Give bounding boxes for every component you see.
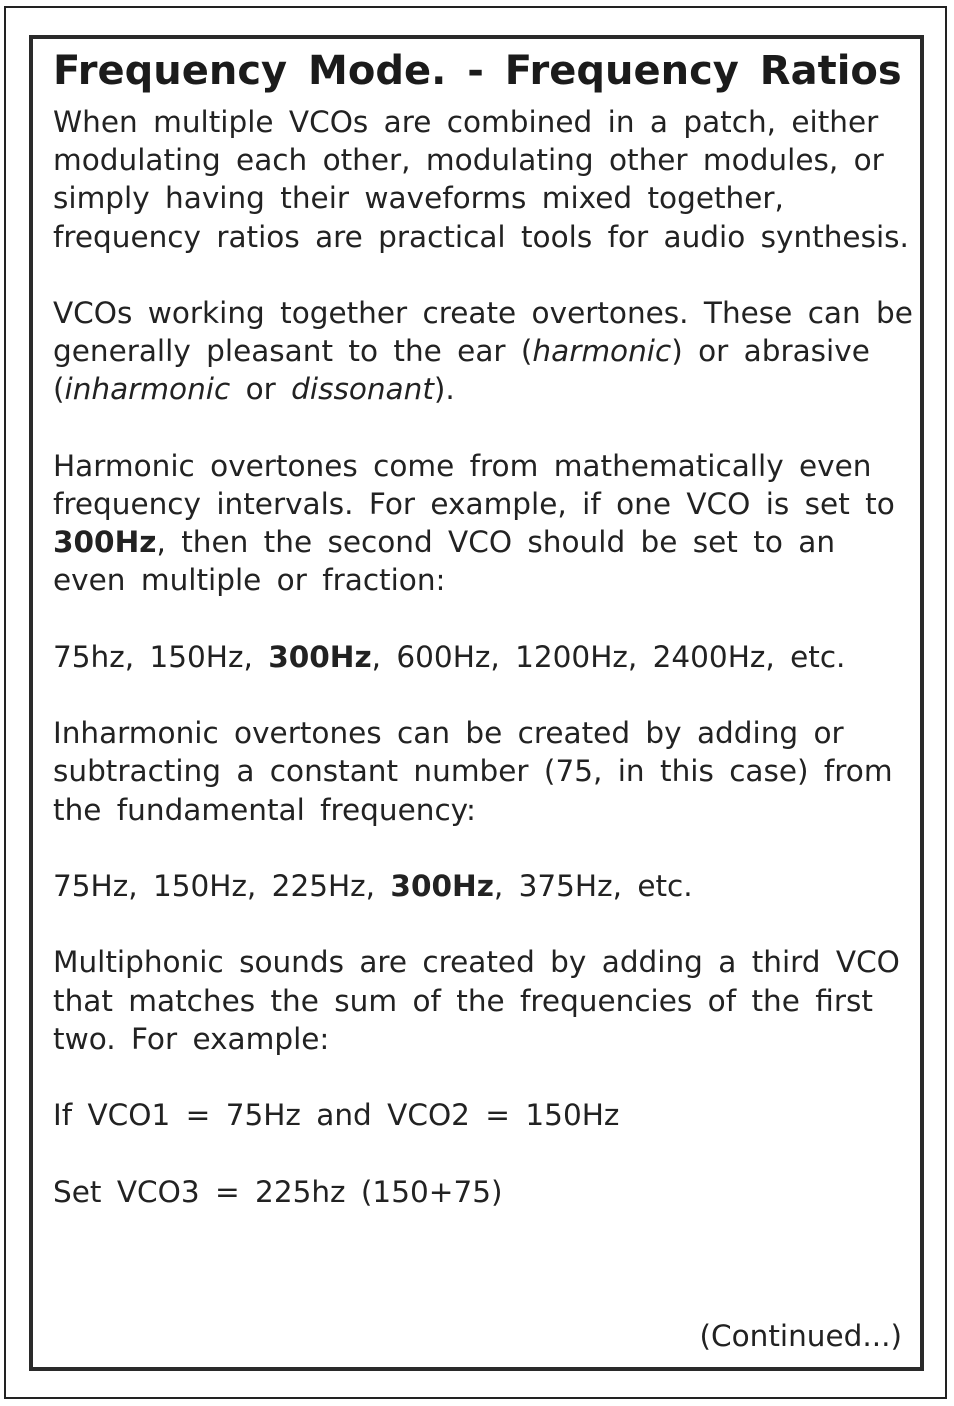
text-line: simply having their waveforms mixed together, <box>53 181 784 216</box>
fundamental-frequency: 300Hz <box>390 868 494 903</box>
continued-note: (Continued...) <box>699 1319 902 1353</box>
paragraph-spacer <box>53 256 913 294</box>
text-run: , then the second VCO should be set to an <box>156 525 836 560</box>
text-run: , 375Hz, etc. <box>493 868 693 903</box>
text-line <box>53 867 913 905</box>
dissonant-term: dissonant <box>291 372 434 407</box>
paragraph-spacer <box>53 409 913 447</box>
text-line <box>53 638 913 676</box>
paragraph-spacer <box>53 829 913 867</box>
text-line <box>53 370 913 408</box>
text-run: 75Hz, 150Hz, 225Hz, <box>53 868 391 903</box>
text-line: that matches the sum of the frequencies of the first <box>53 983 873 1018</box>
text-line: frequency intervals. For example, if one VCO is set to <box>53 487 895 521</box>
text-line: If VCO1 = 75Hz and VCO2 = 150Hz <box>53 1098 620 1133</box>
overtones-paragraph <box>53 294 913 409</box>
text-line <box>53 523 913 561</box>
text-line: even multiple or fraction: <box>53 563 446 598</box>
vco3-setting-line <box>53 1173 913 1211</box>
vco-example-line <box>53 1096 913 1134</box>
paragraph-spacer <box>53 600 913 638</box>
text-run: ) or abrasive <box>671 334 870 369</box>
text-line: Inharmonic overtones can be created by adding or <box>53 716 844 751</box>
paragraph-spacer <box>53 676 913 714</box>
text-line: Multiphonic sounds are created by adding a third VCO <box>53 945 900 980</box>
multiphonic-paragraph <box>53 943 913 1058</box>
content-panel <box>29 35 924 1371</box>
text-run: 75hz, 150Hz, <box>53 639 269 674</box>
text-line <box>53 332 913 370</box>
text-line: two. For example: <box>53 1021 330 1056</box>
text-line: the fundamental frequency: <box>53 792 476 827</box>
fundamental-frequency: 300Hz <box>53 525 157 560</box>
paragraph-spacer <box>53 1058 913 1096</box>
inharmonic-series <box>53 867 913 905</box>
fundamental-frequency: 300Hz <box>268 639 372 674</box>
content-body <box>53 45 913 1211</box>
inharmonic-paragraph <box>53 714 913 829</box>
text-line: VCOs working together create overtones. These can be <box>53 296 913 330</box>
inharmonic-term: inharmonic <box>64 372 231 407</box>
text-line: Harmonic overtones come from mathematically even <box>53 448 872 483</box>
paragraph-spacer <box>53 905 913 943</box>
harmonic-term: harmonic <box>532 334 672 369</box>
intro-paragraph <box>53 103 913 256</box>
text-run: , 600Hz, 1200Hz, 2400Hz, etc. <box>371 639 846 674</box>
text-run: ( <box>53 372 65 407</box>
text-line: When multiple VCOs are combined in a patch, either <box>53 105 879 139</box>
text-run: or <box>230 372 292 407</box>
text-line: subtracting a constant number (75, in this case) from <box>53 754 893 789</box>
harmonic-paragraph <box>53 447 913 600</box>
text-run: generally pleasant to the ear ( <box>53 334 533 369</box>
text-line: Set VCO3 = 225hz (150+75) <box>53 1174 503 1209</box>
text-line: frequency ratios are practical tools for audio synthesis. <box>53 219 909 254</box>
text-run: ). <box>433 372 455 407</box>
harmonic-series <box>53 638 913 676</box>
text-line: modulating each other, modulating other modules, or <box>53 143 884 178</box>
paragraph-spacer <box>53 1134 913 1172</box>
page-title: Frequency Mode. - Frequency Ratios <box>53 48 902 94</box>
